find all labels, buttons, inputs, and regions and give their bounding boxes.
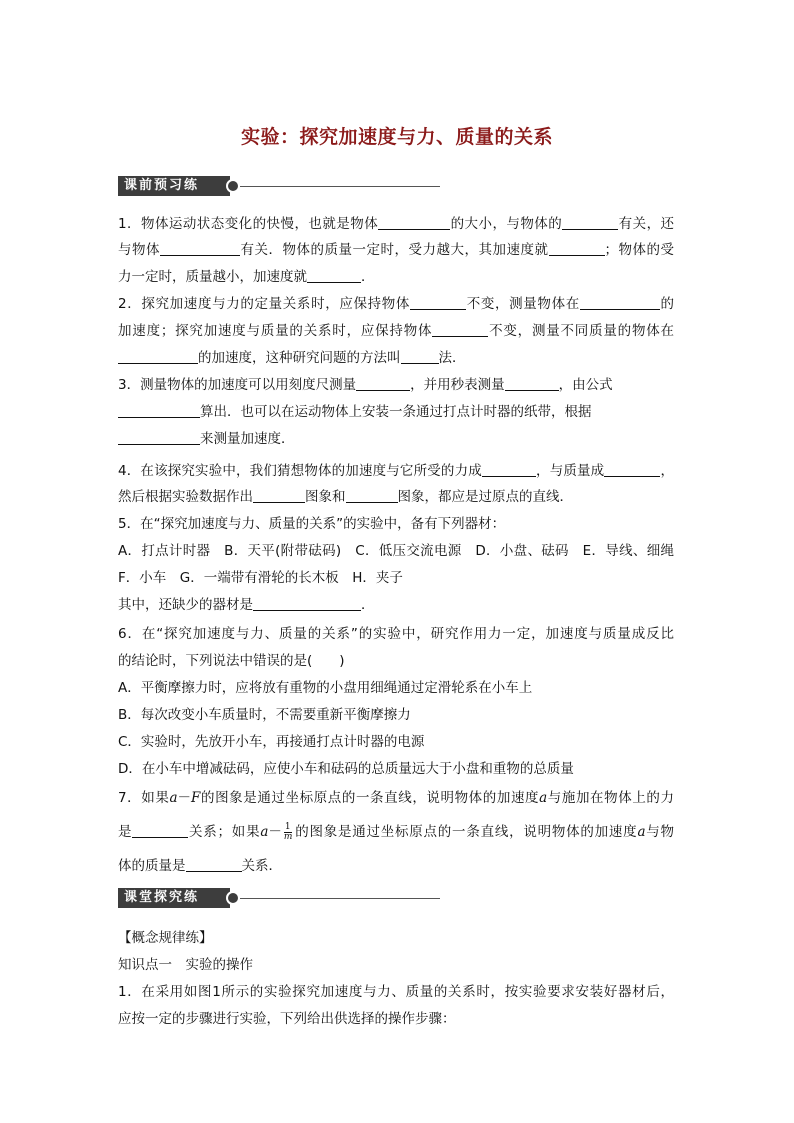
section-header-classroom (118, 888, 440, 910)
blank (356, 376, 410, 391)
text: 的 (659, 296, 675, 312)
q3-line3 (118, 429, 295, 449)
q1-line3 (118, 267, 375, 287)
blank (186, 857, 242, 872)
text: 的图象是通过坐标原点的一条直线，说明物体的加速度 (200, 790, 540, 806)
q4-line1 (118, 461, 674, 481)
q3-line1 (118, 375, 613, 395)
q2-line1 (118, 294, 674, 314)
blank (604, 462, 660, 477)
fraction (284, 823, 293, 842)
blank (401, 349, 439, 364)
blank (118, 403, 200, 418)
text: ，由公式 (558, 377, 613, 393)
blank (346, 488, 398, 503)
q6-option-d: D．在小车中增减砝码，应使小车和砝码的总质量远大于小盘和重物的总质量 (118, 761, 574, 777)
q6-option-c: C．实验时，先放开小车，再接通打点计时器的电源 (118, 734, 425, 750)
var-f: F (191, 790, 201, 806)
blank (378, 215, 450, 230)
text: 不变，测量物体在 (466, 296, 580, 312)
text: 不变，测量不同质量的物体在 (488, 323, 675, 339)
text: 法． (438, 350, 466, 366)
text: ． (361, 597, 375, 613)
q6-option-a: A．平衡摩擦力时，应将放有重物的小盘用细绳通过定滑轮系在小车上 (118, 680, 533, 696)
section-label: 课堂探究练 (118, 888, 230, 908)
section-dot (226, 891, 240, 905)
text: 1．物体运动状态变化的快慢，也就是物体 (118, 216, 379, 232)
blank (253, 596, 361, 611)
blank (432, 322, 488, 337)
var-a: a (539, 790, 548, 806)
text: 是 (118, 824, 133, 840)
text: 有关，还 (618, 216, 675, 232)
q4-line2 (118, 487, 573, 507)
text: － (177, 790, 192, 806)
q3-line2 (118, 402, 592, 422)
blank (505, 376, 559, 391)
text: ， (660, 463, 675, 479)
text: ；物体的受 (604, 242, 674, 258)
text: 然后根据实验数据作出 (118, 489, 253, 505)
text: 图象，都应是过原点的直线． (397, 489, 573, 505)
text: 的图象是通过坐标原点的一条直线，说明物体的加速度 (294, 824, 638, 840)
knowledge-point-1: 知识点一 实验的操作 (118, 957, 253, 973)
frac-denominator: m (283, 831, 293, 842)
var-a: a (260, 824, 269, 840)
var-a: a (169, 790, 178, 806)
blank (118, 430, 200, 445)
text: 3．测量物体的加速度可以用刻度尺测量 (118, 377, 357, 393)
text: － (268, 824, 282, 840)
blank (549, 241, 605, 256)
section-header-preview (118, 176, 440, 198)
text: 4．在该探究实验中，我们猜想物体的加速度与它所受的力成 (118, 463, 482, 479)
text: 体的质量是 (118, 858, 186, 874)
q2-line3 (118, 348, 466, 368)
q1-line2 (118, 240, 674, 260)
q5-options-line1: A．打点计时器 B．天平(附带砝码) C．低压交流电源 D．小盘、砝码 E．导线、细绳 (118, 543, 674, 559)
text: 与物体 (118, 242, 160, 258)
frac-numerator: 1 (284, 821, 291, 832)
section-rule (240, 186, 440, 187)
text: 加速度；探究加速度与质量的关系时，应保持物体 (118, 323, 433, 339)
p1-line1: 1．在采用如图1所示的实验探究加速度与力、质量的关系时，按实验要求安装好器材后， (118, 984, 674, 1000)
text: 图象和 (305, 489, 346, 505)
blank (118, 349, 198, 364)
q7-line3 (118, 856, 282, 876)
blank (410, 295, 466, 310)
q5-tail (118, 595, 375, 615)
concept-heading: 【概念规律练】 (118, 930, 213, 946)
section-dot (226, 179, 240, 193)
blank (132, 823, 188, 838)
text: 算出．也可以在运动物体上安装一条通过打点计时器的纸带，根据 (200, 404, 592, 420)
text: ，与质量成 (535, 463, 605, 479)
text: 与物 (645, 824, 675, 840)
text: 与施加在物体上的力 (547, 790, 675, 806)
text: 有关．物体的质量一定时，受力越大，其加速度就 (240, 242, 549, 258)
q6-stem-line1: 6．在“探究加速度与力、质量的关系”的实验中，研究作用力一定，加速度与质量成反比 (118, 626, 674, 642)
text: 的大小，与物体的 (450, 216, 563, 232)
text: 来测量加速度． (200, 431, 295, 447)
text: 力一定时，质量越小，加速度就 (118, 269, 307, 285)
q1-line1 (118, 214, 674, 234)
q7-line2 (118, 822, 674, 842)
var-a: a (637, 824, 646, 840)
text: 7．如果 (118, 790, 170, 806)
q6-option-b: B．每次改变小车质量时，不需要重新平衡摩擦力 (118, 707, 411, 723)
blank (580, 295, 660, 310)
text: ，并用秒表测量 (410, 377, 505, 393)
blank (562, 215, 618, 230)
p1-line2: 应按一定的步骤进行实验，下列给出供选择的操作步骤： (118, 1011, 456, 1027)
text: 的加速度，这种研究问题的方法叫 (198, 350, 401, 366)
page-title: 实验：探究加速度与力、质量的关系 (240, 126, 553, 148)
text: ． (361, 269, 375, 285)
section-rule (240, 898, 440, 899)
q5-options-line2: F．小车 G．一端带有滑轮的长木板 H．夹子 (118, 570, 403, 586)
blank (160, 241, 240, 256)
section-label: 课前预习练 (118, 176, 230, 196)
q2-line2 (118, 321, 674, 341)
q5-stem: 5．在“探究加速度与力、质量的关系”的实验中，备有下列器材： (118, 516, 506, 532)
blank (253, 488, 305, 503)
q6-stem-line2: 的结论时，下列说法中错误的是( ) (118, 653, 345, 669)
text: 其中，还缺少的器材是 (118, 597, 253, 613)
blank (307, 268, 361, 283)
blank (482, 462, 536, 477)
text: 关系． (241, 858, 282, 874)
text: 2．探究加速度与力的定量关系时，应保持物体 (118, 296, 411, 312)
q7-line1 (118, 788, 674, 808)
text: 关系；如果 (188, 824, 261, 840)
